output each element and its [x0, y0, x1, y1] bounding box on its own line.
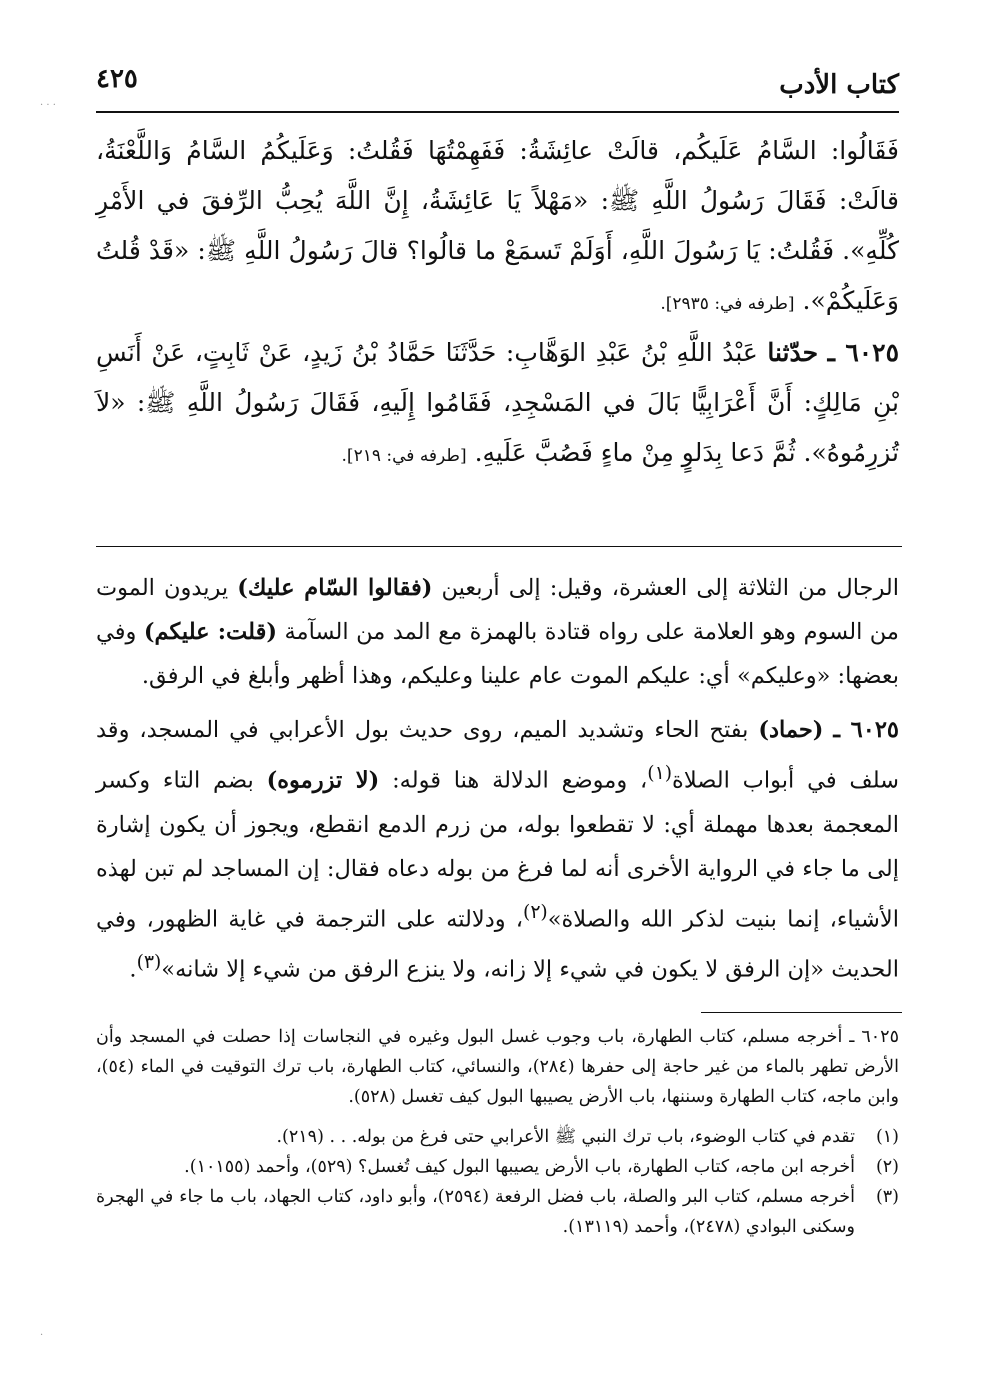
footnote-text: أخرجه ابن ماجه، كتاب الطهارة، باب الأرض يصيبها البول كيف تُغسل؟ (٥٢٩)، وأحمد (١٠١٥٥). — [184, 1157, 855, 1177]
footnotes — [96, 1022, 899, 1242]
page-header — [96, 62, 899, 114]
commentary-2-text-d: ، ودلالته على الترجمة في غاية الظهور، وفي الحديث «إن الرفق لا يكون في شيء إلا زانه، ولا ينزع الرفق من شيء إلا شانه» — [96, 906, 899, 983]
commentary-1-bold-b: (قلت: عليكم) — [143, 619, 277, 645]
hadith-body-ref: [طرفه في: ٢١٩]. — [341, 446, 467, 466]
commentary-2-text-a: بفتح الحاء وتشديد الميم، روى حديث بول الأعرابي في المسجد، وقد سلف في أبواب الصلاة — [96, 717, 899, 794]
footnote-main-text: أخرجه مسلم، كتاب الطهارة، باب وجوب غسل البول وغيره في النجاسات إذا حصلت في المسجد وأن الأرض تطهر بالماء من غير حاجة إلى حفرها (٢٨٤)، والنسائي، كتاب الطهارة، باب ترك التوقيت في الماء (٥٤)، وابن ماجه، كتاب الطهارة وسننها، باب الأرض يصيبها البول كيف تغسل (٥٢٨). — [96, 1027, 899, 1107]
footnote-number: (٢) — [875, 1157, 899, 1177]
hadith-continuation — [96, 126, 899, 329]
commentary-2-bold-hammad: (حماد) — [758, 717, 824, 743]
isnad-opening: حدّثنا — [767, 338, 819, 367]
scan-speck: · — [40, 1330, 44, 1341]
footnote-ref-3: (٣) — [136, 952, 162, 973]
commentary-2-text-b: ، وموضع الدلالة هنا قوله: — [392, 767, 648, 794]
footnote-item — [96, 1182, 899, 1242]
commentary-1-text-c: وفي بعضها: «وعليكم» أي: عليكم الموت عام علينا وعليكم، وهذا أظهر وأبلغ في الرفق. — [96, 619, 899, 689]
hadith-number: ٦٠٢٥ ـ — [827, 338, 900, 367]
footnote-number: (٣) — [875, 1187, 899, 1207]
footnote-item — [96, 1122, 899, 1152]
page-number: ٤٢٥ — [96, 64, 138, 94]
hadith-continuation-text: فَقَالُوا: السَّامُ عَلَيكُم، قالَتْ عائِشَةُ: فَفَهِمْتُهَا فَقُلتُ: وَعَلَيكُمُ السَّامُ وَاللَّعْنَةُ، قالَتْ: فَقَالَ رَسُولُ اللَّهِ ﷺ: «مَهْلاً يَا عَائِشَةُ، إِنَّ اللَّهَ يُحِبُّ الرِّفقَ في الأَمْرِ كُلِّهِ». فَقُلتُ: يَا رَسُولَ اللَّهِ، أَوَلَمْ تَسمَعْ ما قالُوا؟ قالَ رَسُولُ اللَّهِ ﷺ: «قَدْ قُلتُ وَعَلَيكُمْ». — [96, 136, 899, 315]
footnote-main-number: ٦٠٢٥ ـ — [849, 1027, 899, 1047]
footnote-ref-1: (١) — [647, 763, 673, 784]
footnote-number: (١) — [875, 1127, 899, 1147]
commentary-paragraph-2 — [96, 708, 899, 992]
commentary-1-bold-a: (فقالوا السّام عليك) — [237, 575, 433, 601]
commentary-separator — [96, 546, 902, 547]
hadith-body: عَبْدُ اللَّهِ بْنُ عَبْدِ الوَهَّابِ: حَدَّثَنَا حَمَّادُ بْنُ زَيدٍ، عَنْ ثَابِتٍ، عَنْ أَنَسِ بْنِ مَالِكٍ: أَنَّ أَعْرَابِيًّا بَالَ في المَسْجِدِ، فَقَامُوا إِلَيهِ، فَقَالَ رَسُولُ اللَّهِ ﷺ: «لاَ تُزرِمُوهُ». ثُمَّ دَعا بِدَلوٍ مِنْ ماءٍ فَصُبَّ عَلَيهِ. — [96, 338, 899, 467]
footnote-text: تقدم في كتاب الوضوء، باب ترك النبي ﷺ الأعرابي حتى فرغ من بوله. . . (٢١٩). — [276, 1127, 855, 1147]
footnote-separator — [701, 1012, 902, 1013]
header-rule — [96, 111, 899, 113]
commentary-paragraph-1 — [96, 566, 899, 698]
commentary-1-text-b: يريدون الموت من السوم وهو العلامة على رواه قتادة بالهمزة مع المد من السآمة — [96, 575, 899, 645]
commentary-2-text-c: بضم التاء وكسر المعجمة بعدها مهملة أي: لا تقطعوا بوله، من زرم الدمع انقطع، ويجوز أن يكون إشارة إلى ما جاء في الرواية الأخرى أنه لما فرغ من بوله دعاه فقال: إن المساجد لم تبن لهذه الأشياء، إنما بنيت لذكر الله والصلاة» — [96, 767, 899, 932]
hadith-continuation-ref: [طرفه في: ٢٩٣٥]. — [660, 294, 795, 314]
commentary-1-text-a: الرجال من الثلاثة إلى العشرة، وقيل: إلى أربعين — [441, 575, 899, 601]
footnote-main — [96, 1022, 899, 1112]
commentary-2-number: ٦٠٢٥ ـ — [833, 717, 899, 743]
commentary-2-bold-quote: (لا تزرموه) — [266, 767, 380, 794]
footnote-item — [96, 1152, 899, 1182]
commentary-2-text-e: . — [129, 956, 137, 983]
footnote-text: أخرجه مسلم، كتاب البر والصلة، باب فضل الرفعة (٢٥٩٤)، وأبو داود، كتاب الجهاد، باب ما جاء في الهجرة وسكنى البوادي (٢٤٧٨)، وأحمد (١٣١١٩). — [96, 1187, 855, 1237]
chapter-title: كتاب الأدب — [779, 70, 899, 100]
scan-speck: · · · — [40, 100, 56, 111]
hadith-6025 — [96, 328, 899, 481]
footnote-ref-2: (٢) — [523, 901, 548, 923]
